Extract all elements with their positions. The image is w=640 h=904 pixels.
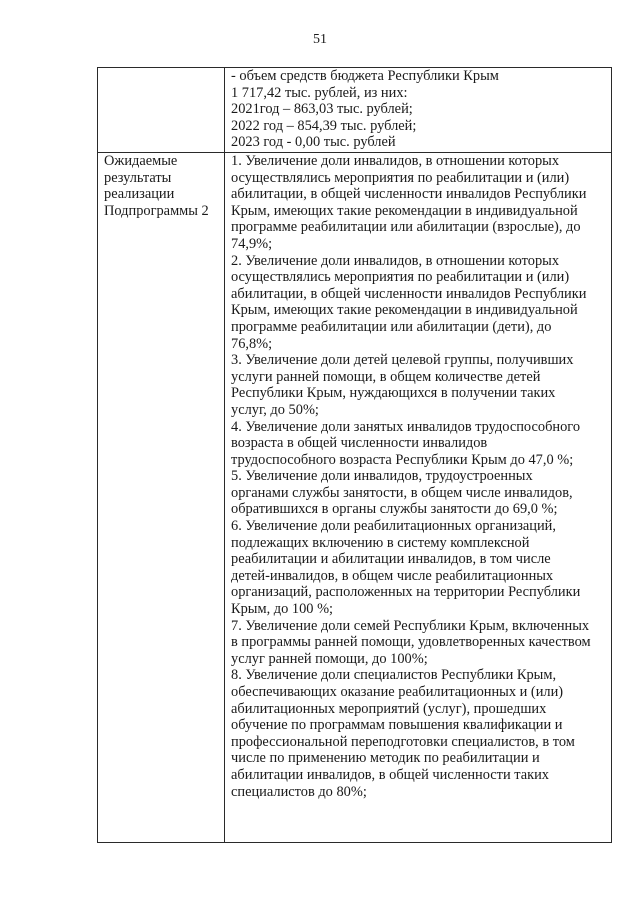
funding-text-line: 2021год – 863,03 тыс. рублей;	[231, 101, 413, 118]
result-text-line: 76,8%;	[231, 335, 273, 352]
result-text-line: реабилитации и абилитации инвалидов, в том числе	[231, 551, 551, 568]
result-text-line: 74,9%;	[231, 235, 273, 252]
page-number: 51	[313, 32, 327, 47]
result-text-line: абилитации, в общей численности инвалидов Республики	[231, 186, 587, 203]
result-text-line: Республики Крым, нуждающихся в получении таких	[231, 385, 556, 402]
row-label-cell	[98, 68, 225, 152]
result-text-line: подлежащих включению в систему комплексной	[231, 534, 530, 551]
result-text-line: 6. Увеличение доли реабилитационных организаций,	[231, 518, 556, 535]
funding-text-line: 1 717,42 тыс. рублей, из них:	[231, 84, 408, 101]
result-text-line: 3. Увеличение доли детей целевой группы, получивших	[231, 352, 574, 369]
result-text-line: специалистов до 80%;	[231, 783, 367, 800]
result-text-line: абилитации, в общей численности инвалидов Республики	[231, 285, 587, 302]
table-row-funding	[98, 68, 611, 153]
row-label-cell	[98, 153, 225, 842]
result-text-line: органами службы занятости, в общем числе инвалидов,	[231, 484, 573, 501]
result-text-line: 2. Увеличение доли инвалидов, в отношении которых	[231, 252, 560, 269]
result-text-line: программе реабилитации или абилитации (дети), до	[231, 318, 552, 335]
label-line: Подпрограммы 2	[104, 202, 209, 219]
row-content-cell	[226, 68, 611, 152]
result-text-line: 1. Увеличение доли инвалидов, в отношении которых	[231, 153, 560, 169]
result-text-line: абилитации инвалидов, в общей численности таких	[231, 766, 549, 783]
result-text-line: в программы ранней помощи, удовлетворенных качеством	[231, 634, 591, 651]
result-text-line: обеспечивающих оказание реабилитационных и (или)	[231, 684, 564, 700]
result-text-line: осуществлялись мероприятия по реабилитации и (или)	[231, 269, 570, 286]
result-text-line: абилитационных мероприятий (услуг), прошедших	[231, 700, 547, 717]
result-text-line: Крым, имеющих такие рекомендации в индивидуальной	[231, 202, 578, 219]
result-text-line: числе по применению методик по реабилитации и	[231, 750, 540, 767]
result-text-line: обратившихся в органы службы занятости до 69,0 %;	[231, 501, 558, 518]
result-text-line: услуг, до 50%;	[231, 401, 319, 418]
result-text-line: услуг ранней помощи, до 100%;	[231, 650, 428, 667]
label-line: результаты	[104, 169, 172, 186]
result-text-line: программе реабилитации или абилитации (взрослые), до	[231, 219, 581, 236]
result-text-line: возраста в общей численности инвалидов	[231, 435, 488, 452]
result-text-line: Крым, имеющих такие рекомендации в индивидуальной	[231, 302, 578, 319]
result-text-line: обучение по программам повышения квалификации и	[231, 717, 563, 734]
result-text-line: услуги ранней помощи, в общем количестве детей	[231, 368, 541, 385]
row-content-cell	[226, 153, 611, 842]
funding-text-line: 2022 год – 854,39 тыс. рублей;	[231, 117, 417, 134]
result-text-line: 7. Увеличение доли семей Республики Крым, включенных	[231, 617, 590, 634]
result-text-line: 4. Увеличение доли занятых инвалидов трудоспособного	[231, 418, 581, 435]
result-text-line: осуществлялись мероприятия по реабилитации и (или)	[231, 169, 570, 186]
result-text-line: профессиональной переподготовки специалистов, в том	[231, 733, 575, 750]
table-row-expected-results	[98, 153, 611, 842]
label-line: Ожидаемые	[104, 153, 178, 169]
result-text-line: Крым, до 100 %;	[231, 601, 334, 618]
result-text-line: 5. Увеличение доли инвалидов, трудоустроенных	[231, 468, 533, 485]
document-table	[97, 67, 612, 843]
label-line: реализации	[104, 186, 175, 203]
result-text-line: 8. Увеличение доли специалистов Республики Крым,	[231, 667, 557, 684]
result-text-line: детей-инвалидов, в общем числе реабилитационных	[231, 567, 554, 584]
funding-text-line: - объем средств бюджета Республики Крым	[231, 68, 499, 84]
funding-text-line: 2023 год - 0,00 тыс. рублей	[231, 134, 396, 151]
result-text-line: трудоспособного возраста Республики Крым до 47,0 %;	[231, 451, 574, 468]
result-text-line: организаций, расположенных на территории Республики	[231, 584, 581, 601]
